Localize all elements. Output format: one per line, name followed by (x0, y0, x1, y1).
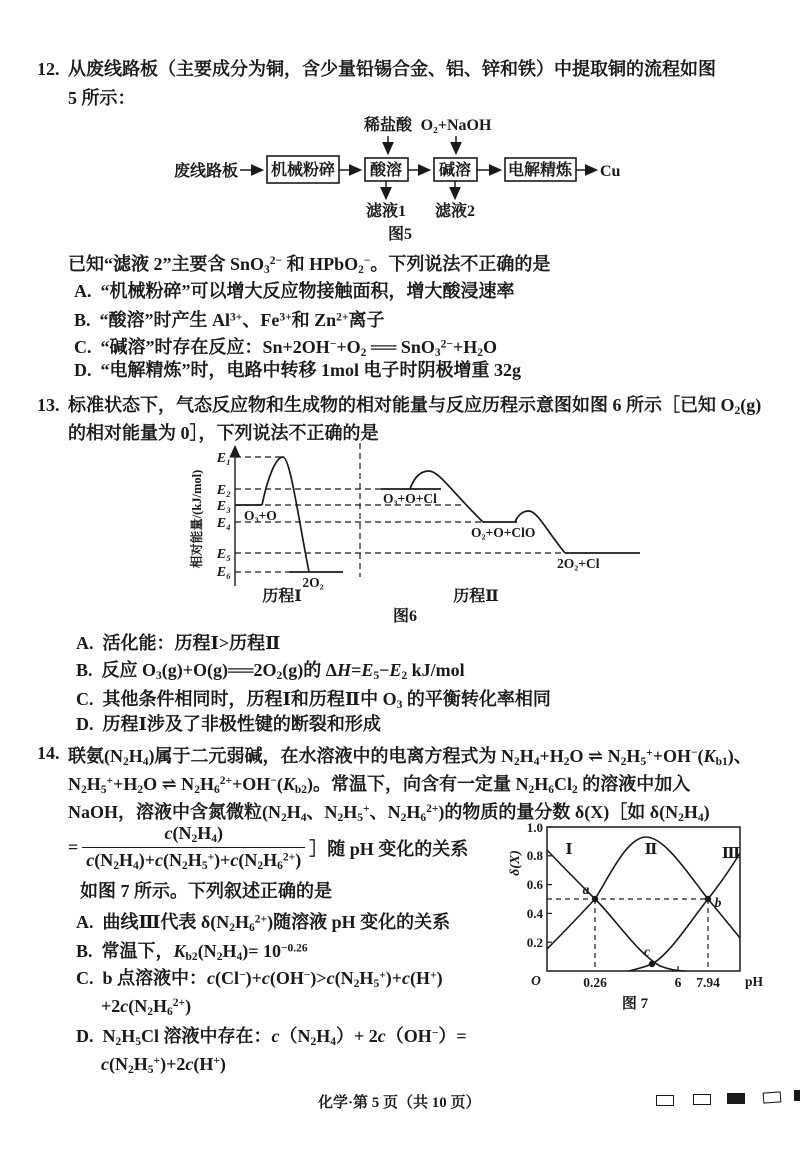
option-label: C. (74, 336, 92, 357)
option-label: B. (76, 660, 93, 680)
option-text: “电解精炼”时，电路中转移 1mol 电子时阴极增重 32g (100, 360, 521, 380)
ytick-0.8: 0.8 (526, 848, 543, 863)
fraction-denominator: $c(N_2H_4)+c(N_2H_5^+)+c(N_2H_6^{2+})$ (82, 847, 305, 872)
chart-x-axis-label: pH (745, 974, 764, 989)
q12-option-d (74, 358, 521, 382)
flow-product-label: Cu (600, 163, 621, 180)
xtick-6: 6 (674, 975, 682, 990)
point-c (649, 961, 655, 967)
chart-xtick-labels (531, 973, 763, 990)
flow-box1-label: 机械粉碎 (270, 162, 336, 179)
figure6-caption: 图6 (392, 608, 418, 625)
chart-curve-labels (565, 842, 740, 862)
option-label: C. (76, 967, 94, 988)
point-c-label: c (644, 944, 650, 959)
energy-y-axis-label: 相对能量/(kJ/mol) (190, 469, 204, 569)
registration-mark-1 (656, 1095, 674, 1106)
q12-stem-line1: 从废线路板（主要成分为铜，含少量铅锡合金、铝、锌和铁）中提取铜的流程如图 (68, 59, 716, 79)
origin-label: O (531, 973, 541, 988)
q14-fraction-line (68, 823, 468, 872)
fraction-numerator: $c(N_2H_4)$ (164, 823, 223, 846)
point-b-label: b (714, 895, 722, 910)
option-label: A. (76, 911, 94, 932)
flow-input-naoh: O₂+NaOH (420, 117, 492, 134)
q13-option-d (76, 712, 381, 736)
figure7-distribution-chart (505, 817, 797, 1017)
species-o3-o-cl: O₃+O+Cl (383, 491, 437, 506)
species-2o2: 2O₂ (302, 575, 324, 590)
species-o2-o-clo: O₂+O+ClO (471, 525, 536, 540)
q12-number: 12. (37, 59, 60, 79)
figure5-flowchart (160, 112, 640, 244)
option-text: 其他条件相同时，历程Ⅰ和历程Ⅱ中 $O_3$ 的平衡转化率相同 (102, 689, 551, 712)
chart-point-labels (583, 882, 722, 959)
path2-label: 历程Ⅱ (453, 588, 499, 605)
q14-stem-line3: NaOH，溶液中含氮微粒($N_2H_4$、$N_2H_5^+$、$N_2H_6^{2+}$)的物质的量分数 δ(X)［如 $\delta(N_2H_4)$ (68, 801, 710, 824)
fraction-equals: = (68, 837, 79, 858)
flow-output2-label: 滤液2 (434, 203, 476, 220)
point-a-label: a (582, 882, 590, 897)
chart-ytick-labels (527, 820, 544, 950)
flow-box3-label: 碱溶 (438, 162, 472, 179)
option-text: 历程Ⅰ涉及了非极性键的断裂和形成 (102, 714, 381, 734)
fraction-after: ］随 pH 变化的关系 (309, 838, 469, 859)
q12-option-a (74, 279, 515, 303)
option-label: D. (74, 360, 92, 380)
energy-dashed-levels (235, 443, 565, 577)
path1-label: 历程Ⅰ (262, 588, 302, 605)
fraction (82, 823, 305, 872)
option-text: “酸溶”时产生 $Al^{3+}$、$Fe^{3+}$和 $Zn^{2+}$离子 (99, 309, 385, 330)
flow-start-label: 废线路板 (174, 163, 239, 180)
q12-stem-line2: 5 所示： (68, 88, 136, 108)
curve1-label: Ⅰ (565, 842, 573, 858)
option-text: $N_2H_5Cl$ 溶液中存在：$c(N_2H_4)+ 2c(OH^-)=$ (102, 1025, 467, 1048)
level-e4: E₄ (216, 516, 231, 531)
registration-mark-2 (693, 1094, 711, 1105)
species-2o2-cl: 2O₂+Cl (557, 556, 600, 571)
curve-1 (547, 850, 685, 971)
ytick-0.4: 0.4 (526, 906, 543, 921)
option-label: A. (76, 633, 94, 653)
curve3-label: Ⅲ (721, 846, 741, 862)
option-label: D. (76, 714, 94, 734)
curve-2 (547, 837, 740, 949)
flow-box2-label: 酸溶 (369, 162, 403, 179)
level-e1: E₁ (216, 451, 231, 466)
q14-option-c-line2: $+2c(N_2H_6^{2+})$ (101, 995, 192, 1018)
species-o3-o: O₃+O (244, 508, 277, 523)
option-text: 曲线Ⅲ代表 $\delta(N_2H_6^{2+})$随溶液 pH 变化的关系 (102, 911, 451, 934)
point-b (705, 896, 711, 902)
option-text: b 点溶液中：$c(Cl^-)+c(OH^-)>c(N_2H_5^+)+c(H^+)$ (102, 967, 443, 990)
option-text: “机械粉碎”可以增大反应物接触面积，增大酸浸速率 (100, 281, 515, 301)
curve2-label: Ⅱ (644, 842, 658, 858)
flow-box4-label: 电解精炼 (507, 162, 573, 179)
q14-number: 14. (37, 743, 60, 763)
ytick-0.2: 0.2 (526, 935, 543, 950)
energy-level-labels (216, 451, 231, 580)
q13-number: 13. (37, 395, 60, 415)
q14-stem-line2: $N_2H_5^++H_2O$ ⇌ $N_2H_6^{2+}+OH^-(K_{b2})$。常温下，向含有一定量 $N_2H_6Cl_2$ 的溶液中加入 (68, 773, 691, 796)
xtick-0.26: 0.26 (583, 975, 607, 990)
flow-input-acid: 稀盐酸 (363, 117, 413, 134)
option-text: 活化能：历程Ⅰ>历程Ⅱ (102, 633, 281, 653)
flow-output1-label: 滤液1 (365, 203, 407, 220)
figure7-caption: 图 7 (621, 996, 649, 1012)
q12-option-b (74, 305, 384, 332)
energy-path-labels (262, 586, 499, 625)
level-e5: E₅ (216, 547, 231, 562)
xtick-7.94: 7.94 (696, 975, 720, 990)
q14-option-d-line2: $c(N_2H_5^+)+2c(H^+)$ (101, 1053, 226, 1076)
q13-stem-line1: 标准状态下，气态反应物和生成物的相对能量与反应历程示意图如图 6 所示［已知 $O_2(g)$ (68, 395, 762, 418)
figure6-energy-diagram (185, 441, 650, 626)
level-e6: E₆ (216, 565, 231, 580)
point-a (592, 896, 598, 902)
q13-stem-line2: 的相对能量为 0］，下列说法不正确的是 (68, 423, 379, 443)
option-label: B. (76, 940, 93, 961)
q12-known: 已知“滤液 2”主要含 SnO$_3^{2-}$ 和 HPbO$_2$−。下列说法不正确的是 (68, 253, 551, 276)
option-label: B. (74, 309, 91, 330)
registration-mark-3 (727, 1093, 745, 1104)
option-label: D. (76, 1025, 94, 1046)
ytick-0.6: 0.6 (526, 877, 543, 892)
option-text: 反应 $O_3(g)+O(g)══2O_2(g)$的 $\Delta H=E_5-E_2$ kJ/mol (101, 660, 465, 683)
chart-y-axis-label: δ(X) (508, 850, 523, 876)
page-footer: 化学·第 5 页（共 10 页） (318, 1095, 481, 1111)
option-label: A. (74, 281, 92, 301)
option-text: 常温下，$K_{b2}(N_2H_4)= 10^{-0.26}$ (101, 940, 308, 963)
figure5-caption: 图5 (387, 226, 413, 243)
option-text: “碱溶”时存在反应：$Sn+2OH^-+O_2$ ══ $SnO_3^{2-}+H_2O$ (100, 336, 497, 359)
q14-stem-line4: 如图 7 所示。下列叙述正确的是 (80, 881, 332, 901)
ytick-1.0: 1.0 (526, 820, 543, 835)
level-e2: E₂ (216, 483, 231, 498)
q14-stem-line1: 联氨$(N_2H_4)$属于二元弱碱，在水溶液中的电离方程式为 $N_2H_4+H_2O$ ⇌ $N_2H_5^++OH^-(K_{b1})$、 (68, 745, 752, 768)
chart-points (592, 896, 711, 967)
q13-option-a (76, 631, 280, 655)
flow-labels (174, 115, 621, 243)
registration-mark-4 (763, 1091, 782, 1103)
registration-mark-5 (794, 1090, 800, 1101)
level-e3: E₃ (216, 499, 231, 514)
q13-option-b (76, 658, 465, 688)
option-label: C. (76, 689, 94, 709)
